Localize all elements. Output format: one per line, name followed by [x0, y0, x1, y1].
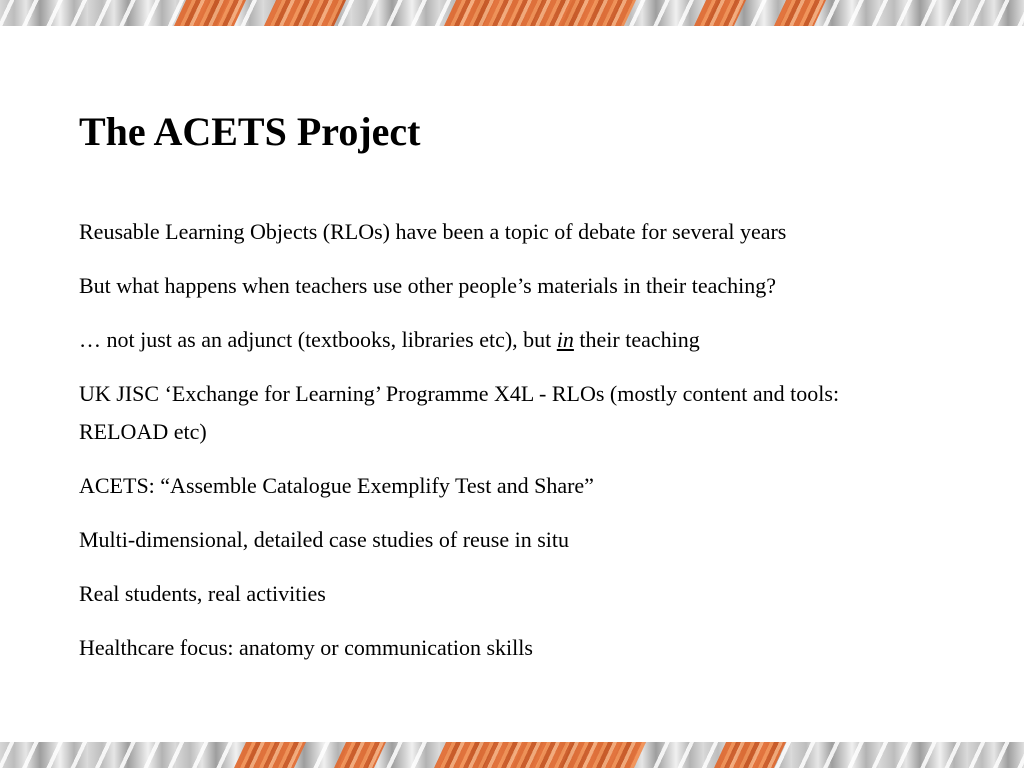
- band-accent-stripe: [434, 742, 646, 768]
- band-accent-stripe: [334, 742, 386, 768]
- bullet-text: … not just as an adjunct (textbooks, libraries etc), but: [79, 327, 557, 352]
- bullet-item: Real students, real activities: [79, 581, 326, 606]
- bullet-item: UK JISC ‘Exchange for Learning’ Programme X4L - RLOs (mostly content and tools: RELOAD etc): [79, 381, 840, 444]
- bullet-item: Reusable Learning Objects (RLOs) have been a topic of debate for several years: [79, 219, 787, 244]
- bullet-item: Healthcare focus: anatomy or communication skills: [79, 635, 533, 660]
- bullet-item: ACETS: “Assemble Catalogue Exemplify Test and Share”: [79, 473, 594, 498]
- band-accent-stripe: [234, 742, 306, 768]
- band-accent-stripe: [174, 0, 246, 26]
- emphasized-word: in: [556, 327, 574, 352]
- bullet-text: their teaching: [573, 327, 700, 352]
- slide-title: The ACETS Project: [79, 109, 421, 154]
- bullet-item: Multi-dimensional, detailed case studies of reuse in situ: [79, 527, 570, 552]
- bullet-list: [79, 213, 919, 683]
- band-accent-stripe: [714, 742, 786, 768]
- band-accent-stripe: [694, 0, 746, 26]
- bottom-decorative-band: [0, 742, 1024, 768]
- bullet-item: But what happens when teachers use other people’s materials in their teaching?: [79, 273, 777, 298]
- band-accent-stripe: [444, 0, 636, 26]
- bullet-item: [79, 321, 919, 359]
- top-decorative-band: [0, 0, 1024, 26]
- band-accent-stripe: [264, 0, 346, 26]
- band-accent-stripe: [774, 0, 826, 26]
